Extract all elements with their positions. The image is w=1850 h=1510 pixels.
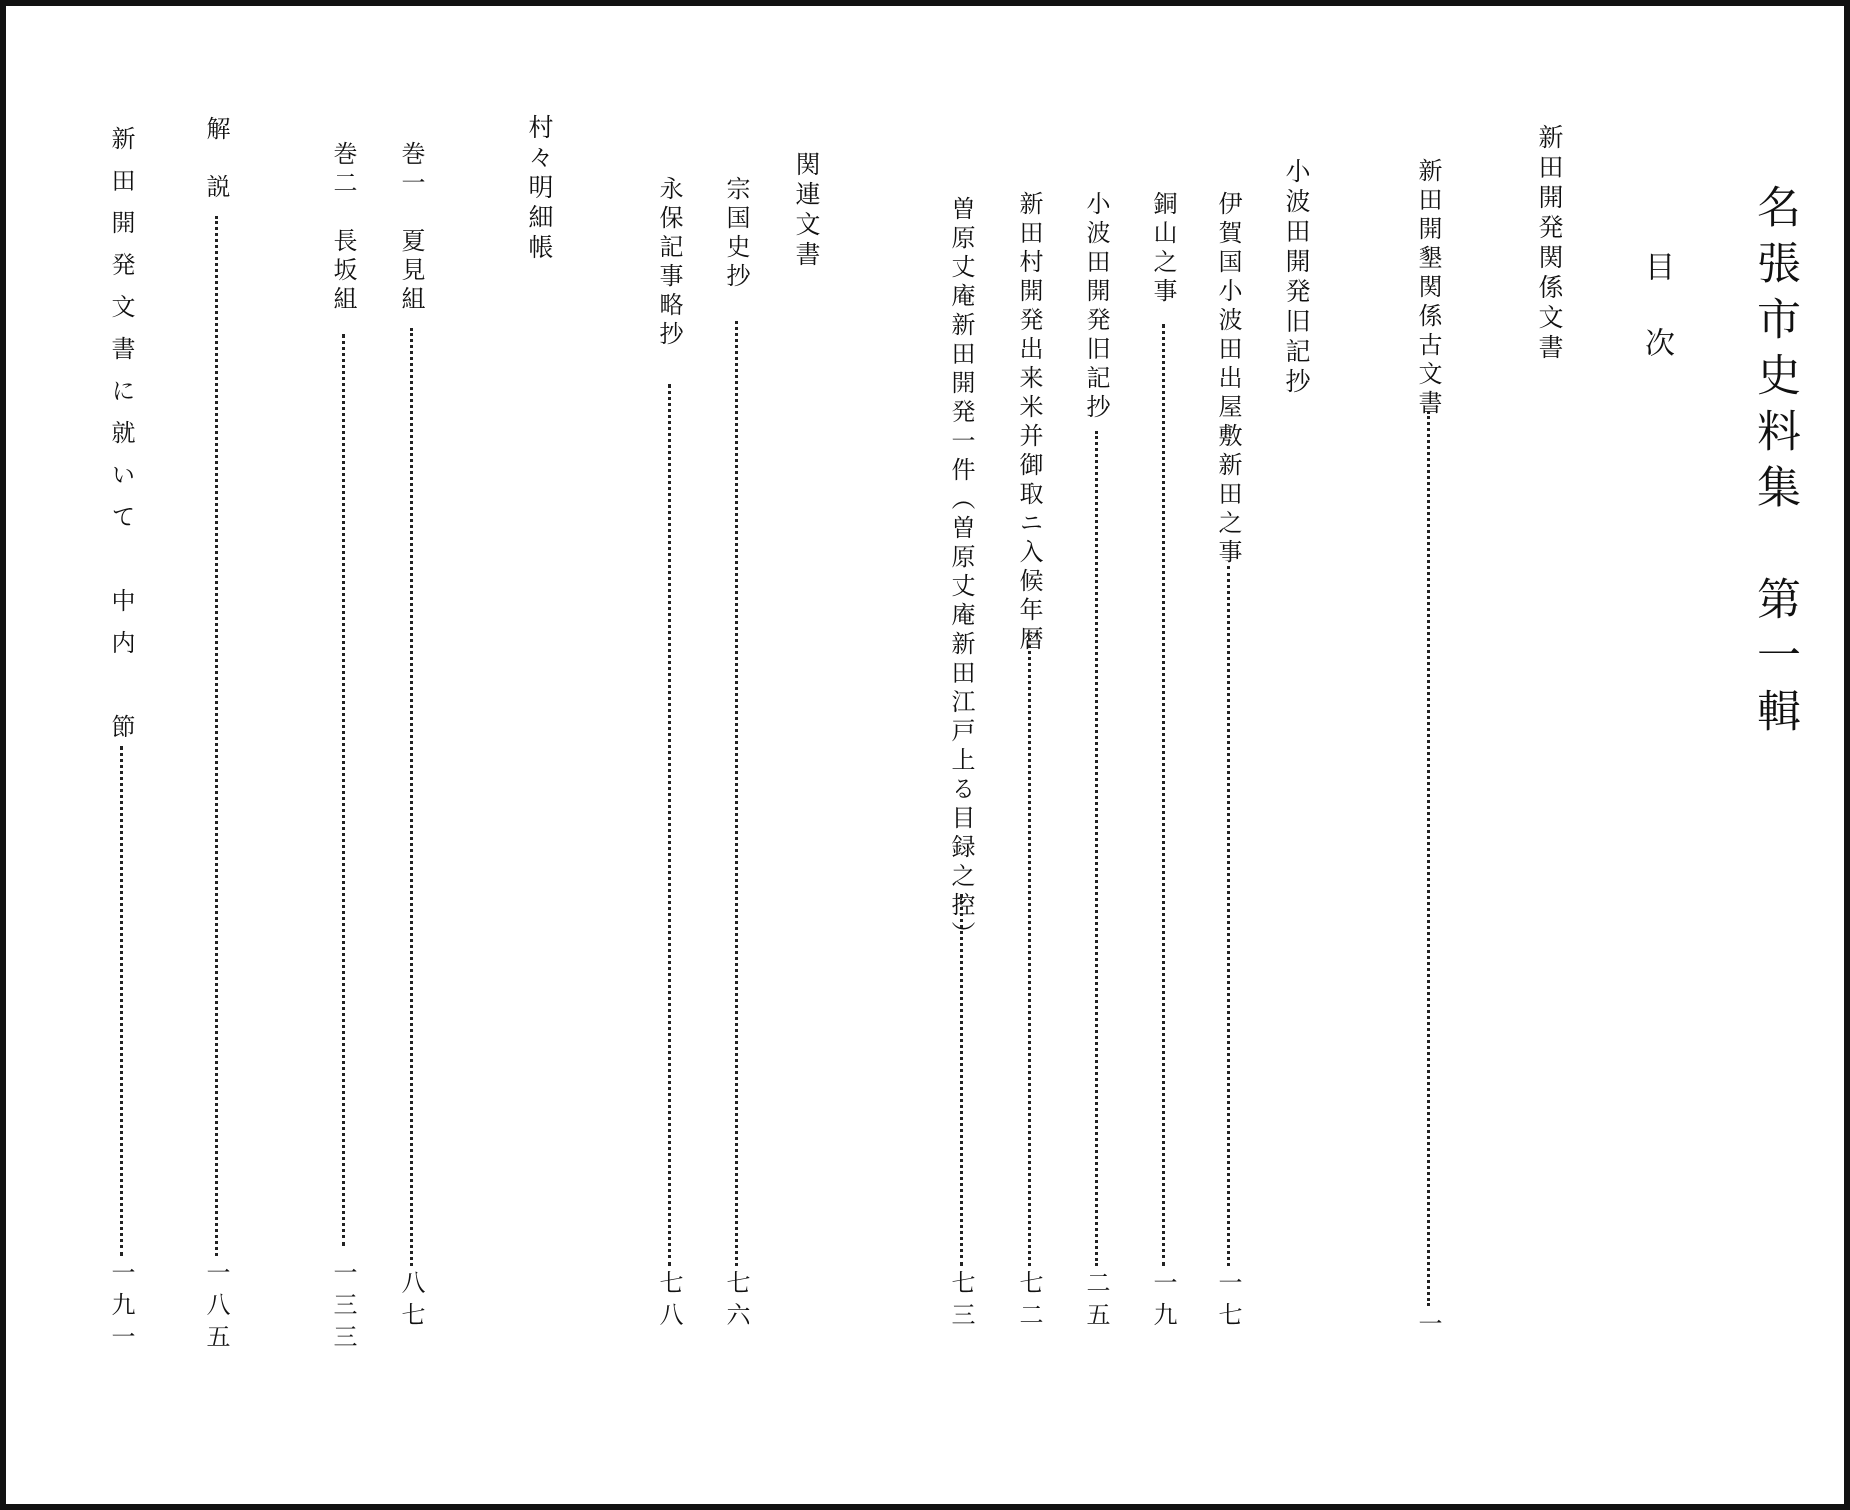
leader-dots <box>1162 324 1165 1266</box>
page-title: 名張市史料集 第一輯 <box>1749 184 1800 744</box>
toc-entry <box>321 6 365 1406</box>
toc-entry-title: 銅山之事 <box>1149 191 1177 307</box>
toc-entry-title: 伊賀国小波田出屋敷新田之事 <box>1214 191 1242 568</box>
leader-dots <box>1028 638 1031 1266</box>
toc-entry <box>1074 6 1118 1406</box>
toc-entry-page: 八七 <box>397 1270 425 1334</box>
leader-dots <box>960 894 963 1266</box>
section-heading: 関連文書 <box>792 151 821 271</box>
toc-entry <box>939 6 983 1406</box>
leader-dots <box>1227 566 1230 1266</box>
toc-entry <box>1141 6 1185 1406</box>
toc-entry-title: 新田開発文書に就いて 中内 節 <box>107 126 135 756</box>
leader-dots <box>120 746 123 1256</box>
section-heading: 村々明細帳 <box>525 114 554 264</box>
section-heading-column <box>517 6 561 1406</box>
toc-entry-page: 七八 <box>655 1270 683 1334</box>
toc-entry <box>1007 6 1051 1406</box>
toc-entry-page: 一三三 <box>329 1260 357 1356</box>
toc-entry <box>1206 6 1250 1406</box>
toc-entry <box>194 6 238 1406</box>
toc-entry-title: 新田村開発出来米并御取ニ入候年暦 <box>1015 191 1043 655</box>
leader-dots <box>1095 431 1098 1266</box>
toc-entry-title: 解 説 <box>202 116 230 203</box>
toc-entry-page: 一 <box>1414 1311 1442 1343</box>
toc-entry-page: 一八五 <box>202 1260 230 1356</box>
leader-dots <box>342 334 345 1246</box>
toc-entry-title: 永保記事略抄 <box>655 176 683 350</box>
section-heading-column <box>1274 6 1318 1406</box>
toc-entry-title: 宗国史抄 <box>722 176 750 292</box>
toc-entry <box>389 6 433 1406</box>
toc-entry-page: 二五 <box>1082 1270 1110 1334</box>
toc-heading: 目 次 <box>1639 251 1674 365</box>
section-heading: 小波田開発旧記抄 <box>1282 158 1311 398</box>
leader-dots <box>1427 411 1430 1306</box>
toc-entry-page: 七三 <box>947 1270 975 1334</box>
toc-entry-title: 小波田開発旧記抄 <box>1082 191 1110 423</box>
leader-dots <box>215 216 218 1256</box>
toc-entry <box>714 6 758 1406</box>
title-column <box>1749 6 1800 1406</box>
toc-entry <box>1406 6 1450 1406</box>
toc-entry-page: 一七 <box>1214 1270 1242 1334</box>
toc-entry-title: 新田開墾関係古文書 <box>1414 158 1442 419</box>
section-heading-column <box>784 6 828 1406</box>
leader-dots <box>735 321 738 1266</box>
toc-entry-page: 七六 <box>722 1270 750 1334</box>
toc-heading-column <box>1634 6 1678 1406</box>
toc-entry <box>647 6 691 1406</box>
leader-dots <box>410 328 413 1266</box>
toc-entry <box>99 6 143 1406</box>
leader-dots <box>668 384 671 1266</box>
section-heading-column <box>1527 6 1571 1406</box>
toc-entry-title: 巻一 夏見組 <box>397 141 425 315</box>
toc-entry-title: 曽原丈庵新田開発一件（曽原丈庵新田江戸上る目録之控） <box>947 196 975 950</box>
toc-entry-title: 巻二 長坂組 <box>329 141 357 315</box>
toc-entry-page: 一九 <box>1149 1270 1177 1334</box>
section-heading: 新田開発関係文書 <box>1535 124 1564 364</box>
toc-entry-page: 七二 <box>1015 1270 1043 1334</box>
toc-entry-page: 一九一 <box>107 1260 135 1356</box>
